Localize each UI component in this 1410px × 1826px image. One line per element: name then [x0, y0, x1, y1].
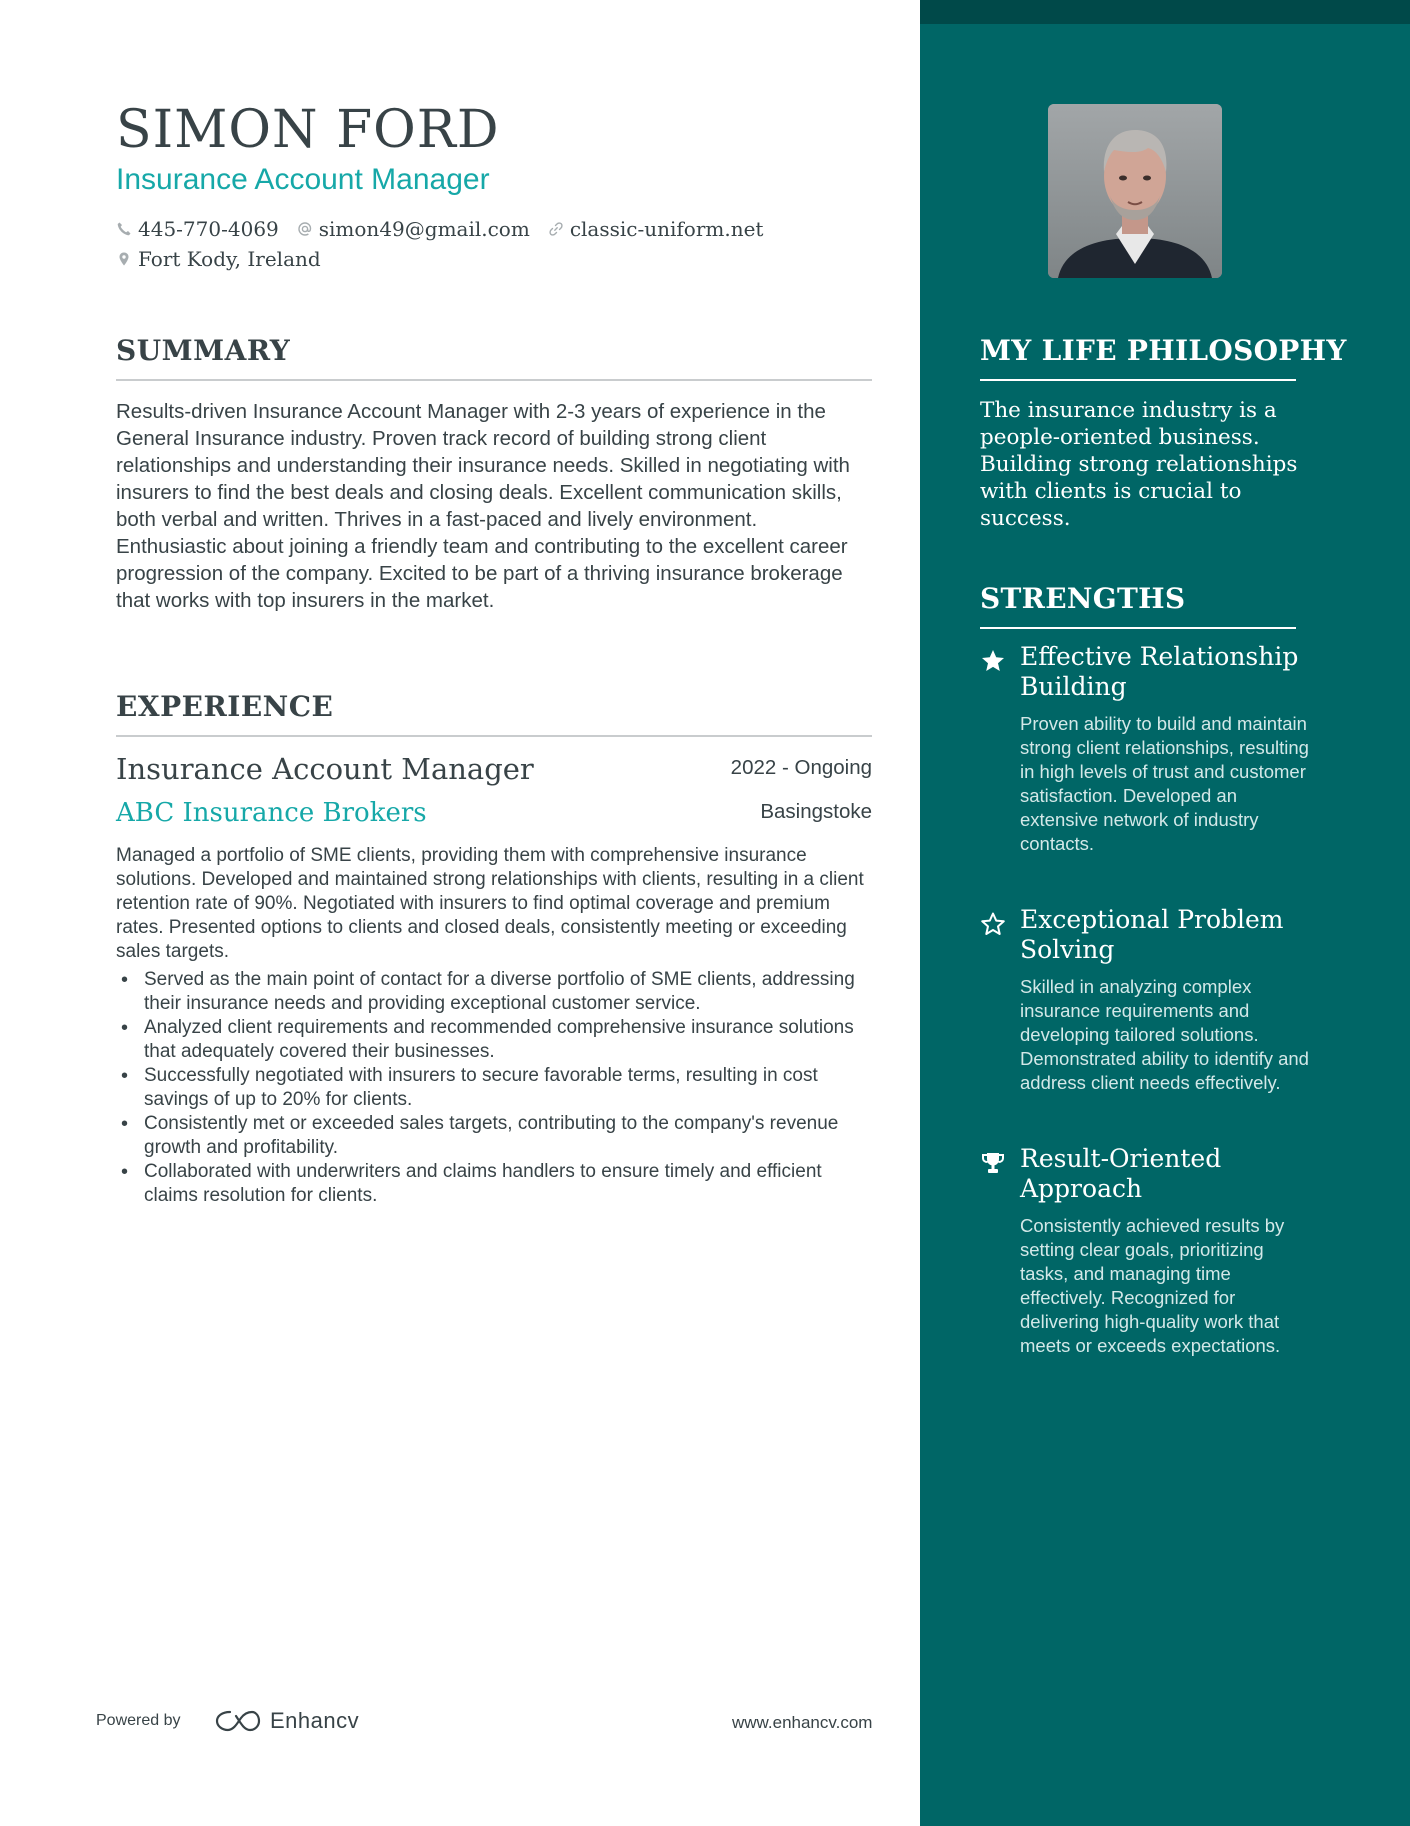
contact-row — [116, 217, 763, 241]
location-pin-icon — [116, 251, 132, 267]
strength-item — [980, 1144, 1320, 1358]
at-icon — [297, 221, 313, 237]
job-company: ABC Insurance Brokers — [116, 798, 427, 828]
contact-row-location — [116, 247, 321, 271]
powered-by-label: Powered by — [96, 1712, 181, 1729]
phone-icon — [116, 221, 132, 237]
star-filled-icon — [980, 648, 1006, 674]
job-bullet: • Collaborated with underwriters and claims handlers to ensure timely and efficient claims resolution for clients. — [116, 1160, 872, 1208]
job-bullet: • Consistently met or exceeded sales targets, contributing to the company's revenue growth and profitability. — [116, 1112, 872, 1160]
contact-phone — [116, 217, 279, 241]
job-dates: 2022 - Ongoing — [730, 756, 872, 779]
job-bullets — [116, 968, 872, 1208]
website-text[interactable]: classic-uniform.net — [569, 217, 764, 241]
strength-description: Consistently achieved results by setting clear goals, prioritizing tasks, and managing time effectively. Recognized for delivering high-quality work that meets or exceeds expectations. — [1020, 1215, 1285, 1356]
main-column — [116, 0, 872, 1826]
strengths-heading: STRENGTHS — [980, 582, 1296, 629]
profile-photo-image — [1048, 104, 1222, 278]
job-description: Managed a portfolio of SME clients, providing them with comprehensive insurance solutions. Developed and maintained strong relationships with clients, resulting in a client retention rate of 90%. Negotiated with insurers to find optimal coverage and premium rates. Presented options to clients and closed deals, consistently meeting or exceeding sales targets. — [116, 845, 864, 962]
job-location: Basingstoke — [760, 800, 872, 823]
star-outline-icon — [980, 911, 1006, 937]
email-text[interactable]: simon49@gmail.com — [318, 217, 530, 241]
philosophy-text: The insurance industry is a people-oriented business. Building strong relationships with clients is crucial to success. — [980, 398, 1298, 531]
sidebar — [920, 0, 1410, 1826]
job-bullet: • Successfully negotiated with insurers to secure favorable terms, resulting in cost savings of up to 20% for clients. — [116, 1064, 872, 1112]
strength-name: Result-Oriented Approach — [1020, 1144, 1222, 1203]
contact-email — [297, 217, 530, 241]
candidate-title: Insurance Account Manager — [116, 163, 490, 196]
strength-item — [980, 642, 1320, 856]
job-title: Insurance Account Manager — [116, 752, 534, 786]
trophy-icon — [980, 1150, 1006, 1176]
sidebar-top-bar — [920, 0, 1410, 24]
strength-name: Exceptional Problem Solving — [1020, 905, 1284, 964]
enhancv-logo[interactable] — [214, 1708, 359, 1734]
profile-photo — [1048, 104, 1222, 278]
summary-text: Results-driven Insurance Account Manager with 2-3 years of experience in the General Insurance industry. Proven track record of building strong client relationships and understanding their insurance needs. Skilled in negotiating with insurers to find the best deals and closing deals. Excellent communication skills, both verbal and written. Thrives in a fast-paced and lively environment. Enthusiastic about joining a friendly team and contributing to the excellent career progression of the company. Excited to be part of a thriving insurance brokerage that works with top insurers in the market. — [116, 400, 850, 612]
summary-heading: SUMMARY — [116, 334, 872, 381]
enhancv-logo-icon — [214, 1708, 262, 1734]
location-text: Fort Kody, Ireland — [138, 247, 321, 271]
candidate-name: SIMON FORD — [116, 100, 500, 160]
link-icon — [548, 221, 564, 237]
strength-description: Proven ability to build and maintain strong client relationships, resulting in high levels of trust and customer satisfaction. Developed an extensive network of industry contacts. — [1020, 713, 1309, 854]
strength-description: Skilled in analyzing complex insurance requirements and developing tailored solutions. Demonstrated ability to identify and address client needs effectively. — [1020, 976, 1309, 1093]
contact-location — [116, 247, 321, 271]
philosophy-heading: MY LIFE PHILOSOPHY — [980, 334, 1296, 381]
contact-website — [548, 217, 764, 241]
strength-name: Effective Relationship Building — [1020, 642, 1299, 701]
phone-text[interactable]: 445-770-4069 — [138, 217, 279, 241]
job-bullet: • Analyzed client requirements and recommended comprehensive insurance solutions that adequately covered their businesses. — [116, 1016, 872, 1064]
strength-item — [980, 905, 1320, 1095]
job-bullet: • Served as the main point of contact for a diverse portfolio of SME clients, addressing their insurance needs and providing exceptional customer service. — [116, 968, 872, 1016]
enhancv-logo-text: Enhancv — [270, 1708, 360, 1733]
experience-heading: EXPERIENCE — [116, 690, 872, 737]
footer-website[interactable]: www.enhancv.com — [732, 1713, 873, 1732]
